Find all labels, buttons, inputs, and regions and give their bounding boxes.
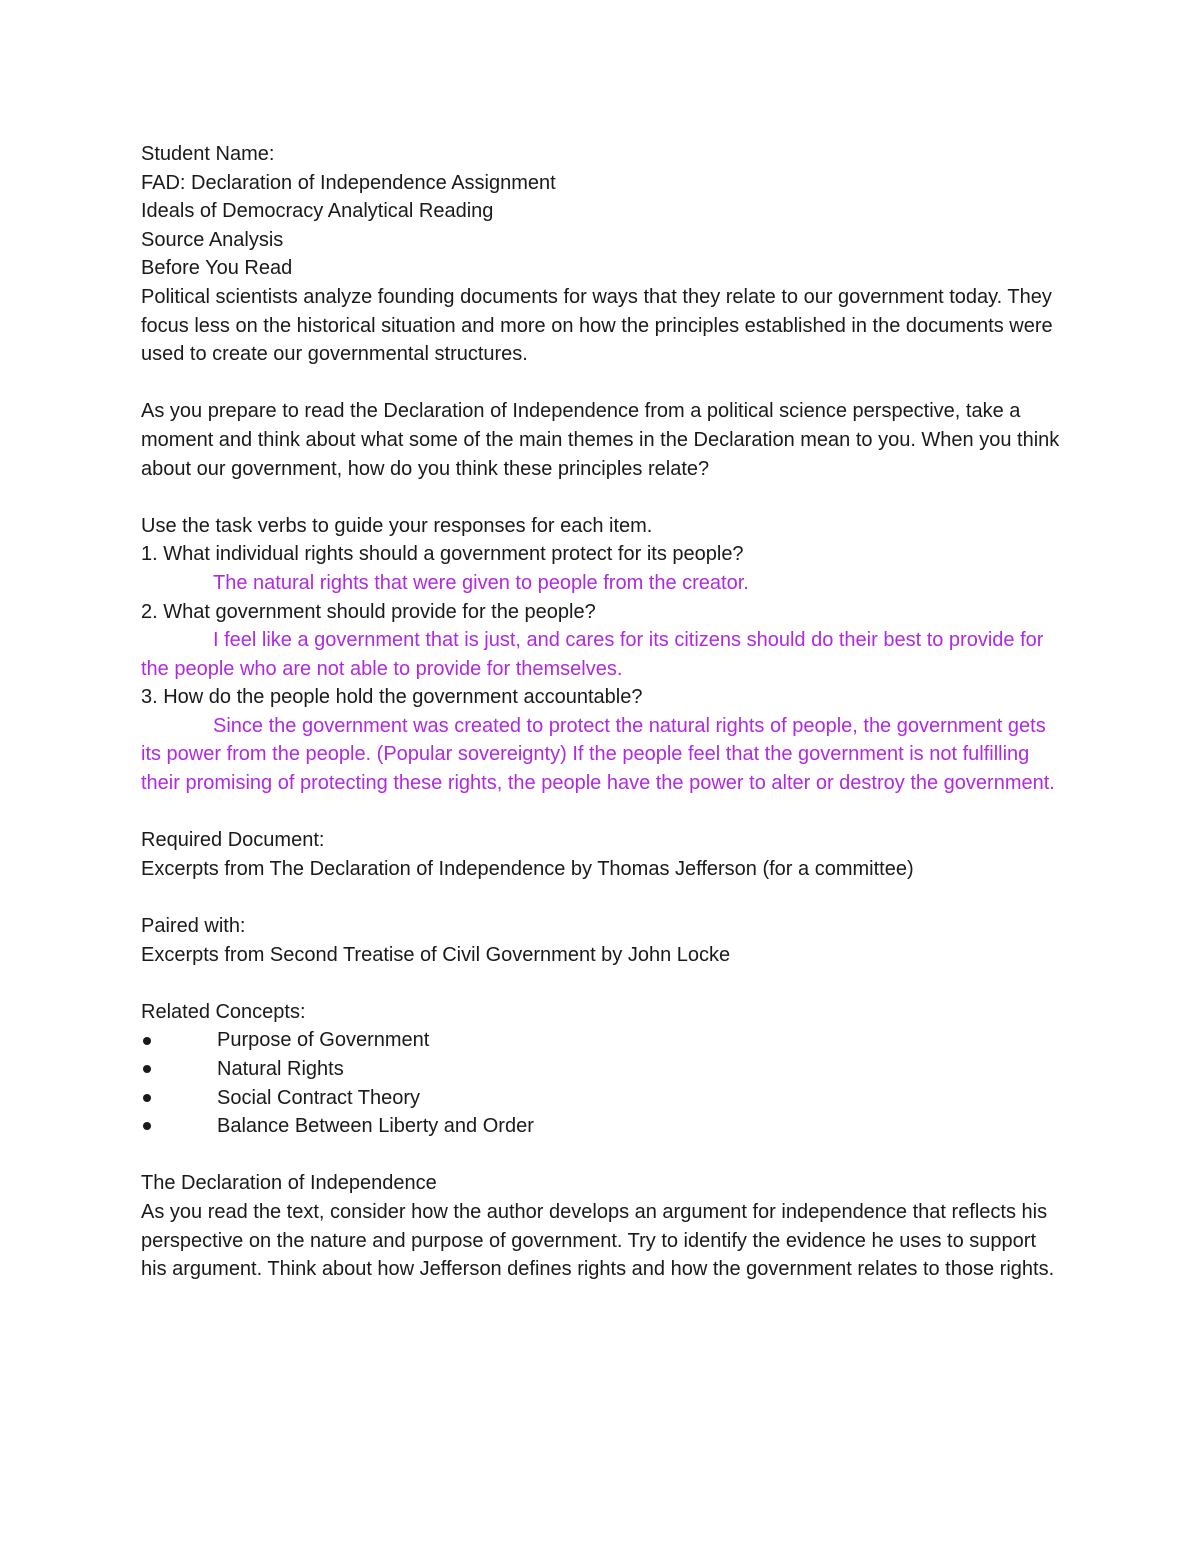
concept-text: Balance Between Liberty and Order — [217, 1115, 534, 1138]
related-concepts-label: Related Concepts: — [141, 1000, 306, 1023]
concept-list-item — [141, 1026, 1061, 1055]
bullet-icon — [143, 1122, 151, 1130]
spacer — [141, 798, 1061, 827]
intro-paragraph-2: As you prepare to read the Declaration of Independence from a political science perspective, take a moment and think about what some of the main themes in the Declaration mean to you. When you think about our government, how do you think these principles relate? — [141, 400, 1060, 480]
declaration-instructions: As you read the text, consider how the author develops an argument for independence that reflects his perspective on the nature and purpose of government. Try to identify the evidence he uses to support his argument. Think about how Jefferson defines rights and how the government relates to those rights. — [141, 1200, 1055, 1281]
question-1: 1. What individual rights should a government protect for its people? — [141, 543, 744, 566]
concept-text: Purpose of Government — [217, 1029, 430, 1052]
before-you-read-heading: Before You Read — [141, 257, 293, 280]
spacer — [141, 883, 1061, 912]
spacer — [141, 483, 1061, 512]
required-document-text: Excerpts from The Declaration of Independence by Thomas Jefferson (for a committee) — [141, 857, 914, 880]
questions-instruction: Use the task verbs to guide your responses for each item. — [141, 514, 653, 537]
paired-with-label: Paired with: — [141, 915, 246, 938]
concept-text: Social Contract Theory — [217, 1086, 421, 1109]
bullet-icon — [143, 1094, 151, 1102]
concept-list-item — [141, 1112, 1061, 1141]
declaration-title: The Declaration of Independence — [141, 1172, 437, 1195]
spacer — [141, 369, 1061, 398]
question-3: 3. How do the people hold the government accountable? — [141, 686, 643, 709]
required-document-label: Required Document: — [141, 829, 325, 852]
spacer — [141, 969, 1061, 998]
assignment-title: FAD: Declaration of Independence Assignment — [141, 171, 556, 194]
answer-2: I feel like a government that is just, and cares for its citizens should do their best to provide for the people who are not able to provide for themselves. — [141, 629, 1044, 680]
bullet-icon — [143, 1065, 151, 1073]
student-name-label: Student Name: — [141, 143, 275, 165]
source-analysis-heading: Source Analysis — [141, 228, 284, 251]
paired-with-text: Excerpts from Second Treatise of Civil Government by John Locke — [141, 943, 731, 966]
reading-title: Ideals of Democracy Analytical Reading — [141, 200, 494, 223]
answer-3: Since the government was created to protect the natural rights of people, the government gets its power from the people. (Popular sovereignty) If the people feel that the government is not fulfilling their promising of protecting these rights, the people have the power to alter or destroy the government. — [141, 714, 1055, 795]
concept-text: Natural Rights — [217, 1058, 344, 1080]
answer-1: The natural rights that were given to people from the creator. — [213, 571, 749, 594]
concept-list-item — [141, 1084, 1061, 1113]
intro-paragraph-1: Political scientists analyze founding documents for ways that they relate to our government today. They focus less on the historical situation and more on how the principles established in the documents were used to create our governmental structures. — [141, 285, 1053, 366]
question-2: 2. What government should provide for the people? — [141, 600, 596, 623]
document-page — [141, 140, 1061, 1284]
bullet-icon — [143, 1037, 151, 1045]
concept-list-item — [141, 1055, 1061, 1084]
spacer — [141, 1141, 1061, 1170]
